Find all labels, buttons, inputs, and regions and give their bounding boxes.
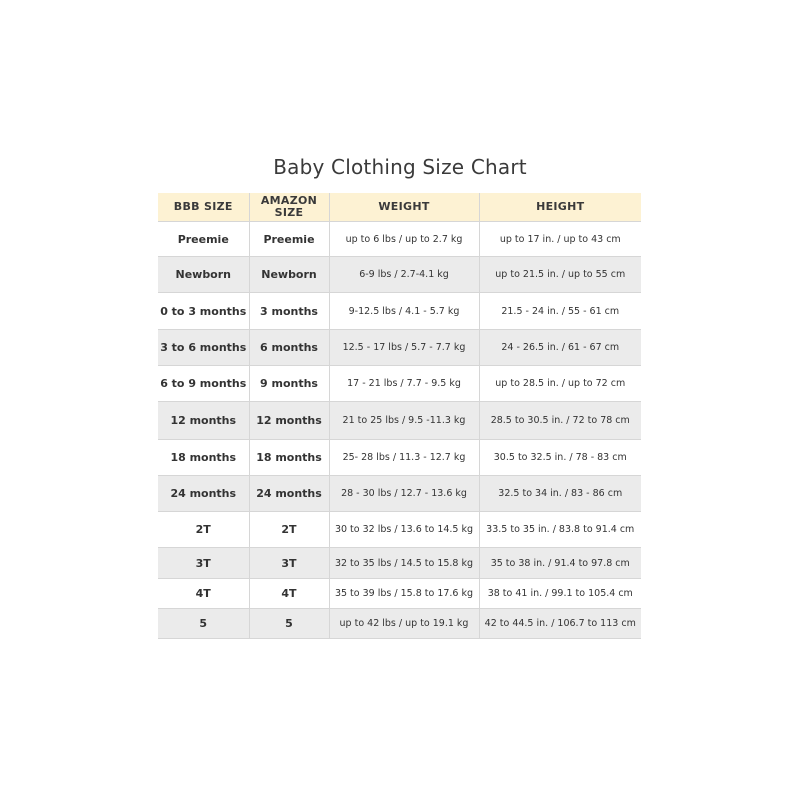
cell-bbb-size: 4T	[158, 579, 249, 609]
cell-weight: up to 6 lbs / up to 2.7 kg	[329, 222, 479, 257]
header-weight: WEIGHT	[329, 193, 479, 222]
cell-bbb-size: 12 months	[158, 402, 249, 440]
cell-amazon-size: Newborn	[249, 257, 329, 293]
cell-amazon-size: 5	[249, 609, 329, 639]
cell-height: 21.5 - 24 in. / 55 - 61 cm	[479, 293, 641, 330]
cell-height: up to 17 in. / up to 43 cm	[479, 222, 641, 257]
table-row	[158, 257, 641, 293]
cell-bbb-size: 0 to 3 months	[158, 293, 249, 330]
cell-amazon-size: 18 months	[249, 440, 329, 476]
table-row	[158, 330, 641, 366]
cell-height: 24 - 26.5 in. / 61 - 67 cm	[479, 330, 641, 366]
cell-weight: 32 to 35 lbs / 14.5 to 15.8 kg	[329, 548, 479, 579]
cell-amazon-size: 24 months	[249, 476, 329, 512]
table-row	[158, 440, 641, 476]
cell-weight: 35 to 39 lbs / 15.8 to 17.6 kg	[329, 579, 479, 609]
cell-amazon-size: 12 months	[249, 402, 329, 440]
cell-height: 32.5 to 34 in. / 83 - 86 cm	[479, 476, 641, 512]
cell-bbb-size: 5	[158, 609, 249, 639]
cell-amazon-size: 6 months	[249, 330, 329, 366]
table-row	[158, 222, 641, 257]
cell-bbb-size: 18 months	[158, 440, 249, 476]
table-row	[158, 366, 641, 402]
cell-height: 33.5 to 35 in. / 83.8 to 91.4 cm	[479, 512, 641, 548]
table-row	[158, 548, 641, 579]
cell-weight: 17 - 21 lbs / 7.7 - 9.5 kg	[329, 366, 479, 402]
table-row	[158, 579, 641, 609]
cell-height: 28.5 to 30.5 in. / 72 to 78 cm	[479, 402, 641, 440]
header-amazon-size	[249, 193, 329, 222]
cell-bbb-size: 24 months	[158, 476, 249, 512]
cell-weight: up to 42 lbs / up to 19.1 kg	[329, 609, 479, 639]
cell-amazon-size: 3T	[249, 548, 329, 579]
cell-weight: 21 to 25 lbs / 9.5 -11.3 kg	[329, 402, 479, 440]
cell-height: up to 21.5 in. / up to 55 cm	[479, 257, 641, 293]
table-row	[158, 402, 641, 440]
table-row	[158, 512, 641, 548]
cell-weight: 30 to 32 lbs / 13.6 to 14.5 kg	[329, 512, 479, 548]
cell-bbb-size: Newborn	[158, 257, 249, 293]
cell-height: 42 to 44.5 in. / 106.7 to 113 cm	[479, 609, 641, 639]
cell-weight: 28 - 30 lbs / 12.7 - 13.6 kg	[329, 476, 479, 512]
cell-amazon-size: 9 months	[249, 366, 329, 402]
cell-weight: 25- 28 lbs / 11.3 - 12.7 kg	[329, 440, 479, 476]
table-row	[158, 293, 641, 330]
cell-amazon-size: 4T	[249, 579, 329, 609]
cell-weight: 6-9 lbs / 2.7-4.1 kg	[329, 257, 479, 293]
cell-weight: 12.5 - 17 lbs / 5.7 - 7.7 kg	[329, 330, 479, 366]
cell-bbb-size: 3 to 6 months	[158, 330, 249, 366]
header-amazon-size-label: AMAZON SIZE	[260, 194, 318, 219]
header-bbb-size: BBB SIZE	[158, 193, 249, 222]
size-chart-table	[158, 193, 641, 639]
table-header	[158, 193, 641, 222]
cell-height: 30.5 to 32.5 in. / 78 - 83 cm	[479, 440, 641, 476]
chart-title: Baby Clothing Size Chart	[273, 155, 527, 179]
cell-height: 35 to 38 in. / 91.4 to 97.8 cm	[479, 548, 641, 579]
cell-bbb-size: 3T	[158, 548, 249, 579]
header-height: HEIGHT	[479, 193, 641, 222]
cell-bbb-size: 2T	[158, 512, 249, 548]
table-body	[158, 222, 641, 639]
cell-bbb-size: 6 to 9 months	[158, 366, 249, 402]
cell-amazon-size: 3 months	[249, 293, 329, 330]
header-row	[158, 193, 641, 222]
cell-amazon-size: 2T	[249, 512, 329, 548]
cell-amazon-size: Preemie	[249, 222, 329, 257]
cell-bbb-size: Preemie	[158, 222, 249, 257]
cell-height: 38 to 41 in. / 99.1 to 105.4 cm	[479, 579, 641, 609]
cell-height: up to 28.5 in. / up to 72 cm	[479, 366, 641, 402]
table-row	[158, 476, 641, 512]
cell-weight: 9-12.5 lbs / 4.1 - 5.7 kg	[329, 293, 479, 330]
table-row	[158, 609, 641, 639]
